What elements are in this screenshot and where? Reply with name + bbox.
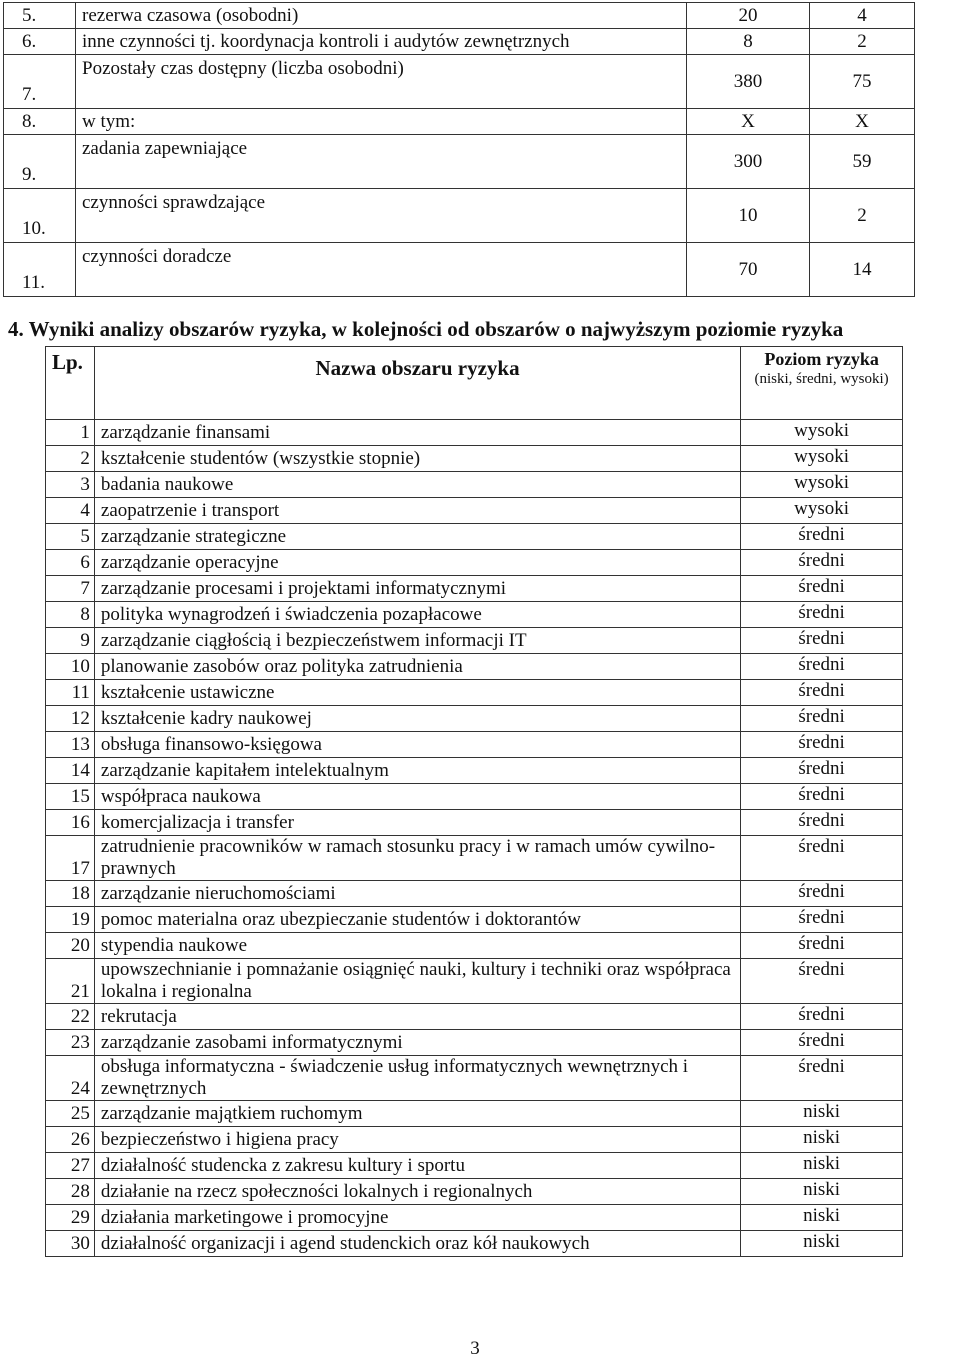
risk-area-name: upowszechnianie i pomnażanie osiągnięć nauki, kultury i techniki oraz współpraca lokalna i regionalna — [94, 959, 740, 1004]
risk-table-row — [46, 706, 903, 732]
row-lp: 10 — [46, 654, 95, 680]
risk-level: średni — [741, 907, 903, 933]
risk-area-name: zarządzanie finansami — [94, 420, 740, 446]
row-lp: 2 — [46, 446, 95, 472]
value-column-1: 380 — [687, 55, 810, 109]
row-lp: 4 — [46, 498, 95, 524]
risk-area-name: zarządzanie kapitałem intelektualnym — [94, 758, 740, 784]
header-risk-level-title: Poziom ryzyka — [764, 349, 879, 369]
risk-area-name: zarządzanie procesami i projektami informatycznymi — [94, 576, 740, 602]
risk-area-name: komercjalizacja i transfer — [94, 810, 740, 836]
risk-table-row — [46, 1153, 903, 1179]
risk-area-name: kształcenie kadry naukowej — [94, 706, 740, 732]
risk-area-name: zarządzanie zasobami informatycznymi — [94, 1030, 740, 1056]
risk-table-row — [46, 1179, 903, 1205]
risk-level: średni — [741, 881, 903, 907]
risk-table-row — [46, 1231, 903, 1257]
risk-level: średni — [741, 706, 903, 732]
risk-table-row — [46, 732, 903, 758]
time-table-row — [4, 29, 915, 55]
risk-level: średni — [741, 628, 903, 654]
risk-table-row — [46, 524, 903, 550]
risk-area-name: obsługa informatyczna - świadczenie usług informatycznych wewnętrznych i zewnętrznych — [94, 1056, 740, 1101]
risk-area-name: planowanie zasobów oraz polityka zatrudnienia — [94, 654, 740, 680]
time-table-row — [4, 109, 915, 135]
time-table-row — [4, 55, 915, 109]
risk-table-row — [46, 907, 903, 933]
risk-level: wysoki — [741, 498, 903, 524]
value-column-1: 20 — [687, 3, 810, 29]
value-column-1: 70 — [687, 243, 810, 297]
row-lp: 6 — [46, 550, 95, 576]
risk-level: średni — [741, 680, 903, 706]
risk-level: średni — [741, 836, 903, 881]
risk-area-name: zatrudnienie pracowników w ramach stosunku pracy i w ramach umów cywilno-prawnych — [94, 836, 740, 881]
risk-level: wysoki — [741, 420, 903, 446]
risk-table-row — [46, 810, 903, 836]
row-number: 11. — [4, 243, 76, 297]
risk-level: niski — [741, 1101, 903, 1127]
risk-area-name: polityka wynagrodzeń i świadczenia pozapłacowe — [94, 602, 740, 628]
row-label: czynności doradcze — [76, 243, 687, 297]
risk-level: niski — [741, 1153, 903, 1179]
row-lp: 29 — [46, 1205, 95, 1231]
risk-area-name: badania naukowe — [94, 472, 740, 498]
value-column-2: 2 — [810, 29, 915, 55]
row-number: 7. — [4, 55, 76, 109]
row-label: czynności sprawdzające — [76, 189, 687, 243]
row-lp: 5 — [46, 524, 95, 550]
risk-area-name: działania marketingowe i promocyjne — [94, 1205, 740, 1231]
time-allocation-table — [3, 2, 915, 297]
row-label: w tym: — [76, 109, 687, 135]
row-number: 9. — [4, 135, 76, 189]
row-lp: 24 — [46, 1056, 95, 1101]
risk-level: średni — [741, 933, 903, 959]
row-label: inne czynności tj. koordynacja kontroli i audytów zewnętrznych — [76, 29, 687, 55]
risk-area-name: zarządzanie nieruchomościami — [94, 881, 740, 907]
value-column-2: 4 — [810, 3, 915, 29]
risk-table-row — [46, 1127, 903, 1153]
row-lp: 23 — [46, 1030, 95, 1056]
risk-level: wysoki — [741, 472, 903, 498]
time-table-row — [4, 243, 915, 297]
value-column-1: 10 — [687, 189, 810, 243]
risk-area-name: bezpieczeństwo i higiena pracy — [94, 1127, 740, 1153]
risk-level: średni — [741, 959, 903, 1004]
risk-area-name: zaopatrzenie i transport — [94, 498, 740, 524]
row-lp: 22 — [46, 1004, 95, 1030]
risk-area-name: działalność studencka z zakresu kultury i sportu — [94, 1153, 740, 1179]
risk-level: średni — [741, 654, 903, 680]
risk-level: niski — [741, 1205, 903, 1231]
risk-table-row — [46, 1056, 903, 1101]
row-lp: 26 — [46, 1127, 95, 1153]
risk-area-name: działanie na rzecz społeczności lokalnych i regionalnych — [94, 1179, 740, 1205]
risk-table-row — [46, 576, 903, 602]
risk-table-row — [46, 680, 903, 706]
row-lp: 19 — [46, 907, 95, 933]
row-lp: 18 — [46, 881, 95, 907]
risk-area-name: pomoc materialna oraz ubezpieczanie studentów i doktorantów — [94, 907, 740, 933]
risk-table-row — [46, 959, 903, 1004]
row-lp: 11 — [46, 680, 95, 706]
risk-area-name: stypendia naukowe — [94, 933, 740, 959]
row-lp: 13 — [46, 732, 95, 758]
risk-area-name: rekrutacja — [94, 1004, 740, 1030]
risk-area-name: obsługa finansowo-księgowa — [94, 732, 740, 758]
risk-areas-table — [45, 346, 903, 1257]
row-lp: 25 — [46, 1101, 95, 1127]
risk-area-name: działalność organizacji i agend studenckich oraz kół naukowych — [94, 1231, 740, 1257]
risk-area-name: zarządzanie strategiczne — [94, 524, 740, 550]
risk-table-row — [46, 420, 903, 446]
row-lp: 1 — [46, 420, 95, 446]
risk-table-row — [46, 498, 903, 524]
row-lp: 9 — [46, 628, 95, 654]
row-lp: 28 — [46, 1179, 95, 1205]
row-lp: 30 — [46, 1231, 95, 1257]
risk-table-row — [46, 1205, 903, 1231]
risk-table-row — [46, 1030, 903, 1056]
header-risk-level-subtitle: (niski, średni, wysoki) — [754, 371, 889, 387]
risk-table-header-row — [46, 347, 903, 420]
risk-area-name: kształcenie studentów (wszystkie stopnie) — [94, 446, 740, 472]
risk-level: niski — [741, 1127, 903, 1153]
risk-area-name: współpraca naukowa — [94, 784, 740, 810]
risk-table-row — [46, 881, 903, 907]
risk-level: wysoki — [741, 446, 903, 472]
risk-level: niski — [741, 1231, 903, 1257]
risk-table-row — [46, 1101, 903, 1127]
risk-table-row — [46, 628, 903, 654]
risk-level: średni — [741, 758, 903, 784]
value-column-2: 75 — [810, 55, 915, 109]
header-risk-level — [741, 347, 903, 420]
header-lp: Lp. — [46, 347, 95, 420]
risk-level: średni — [741, 732, 903, 758]
value-column-2: 2 — [810, 189, 915, 243]
risk-level: średni — [741, 1004, 903, 1030]
value-column-1: 8 — [687, 29, 810, 55]
row-label: rezerwa czasowa (osobodni) — [76, 3, 687, 29]
risk-table-row — [46, 933, 903, 959]
risk-table-row — [46, 446, 903, 472]
risk-level: średni — [741, 602, 903, 628]
risk-area-name: zarządzanie majątkiem ruchomym — [94, 1101, 740, 1127]
risk-table-row — [46, 602, 903, 628]
value-column-1: X — [687, 109, 810, 135]
row-number: 10. — [4, 189, 76, 243]
risk-table-row — [46, 758, 903, 784]
row-lp: 21 — [46, 959, 95, 1004]
section-heading: 4. Wyniki analizy obszarów ryzyka, w kolejności od obszarów o najwyższym poziomie ryzyka — [8, 317, 844, 341]
row-label: Pozostały czas dostępny (liczba osobodni) — [76, 55, 687, 109]
row-lp: 27 — [46, 1153, 95, 1179]
risk-table-row — [46, 472, 903, 498]
row-lp: 3 — [46, 472, 95, 498]
risk-table-row — [46, 1004, 903, 1030]
time-table-row — [4, 189, 915, 243]
row-lp: 12 — [46, 706, 95, 732]
risk-level: średni — [741, 810, 903, 836]
header-area-name: Nazwa obszaru ryzyka — [94, 347, 740, 420]
row-lp: 15 — [46, 784, 95, 810]
time-table-row — [4, 135, 915, 189]
row-label: zadania zapewniające — [76, 135, 687, 189]
risk-level: średni — [741, 576, 903, 602]
risk-level: średni — [741, 1056, 903, 1101]
risk-level: niski — [741, 1179, 903, 1205]
risk-level: średni — [741, 524, 903, 550]
risk-level: średni — [741, 784, 903, 810]
page-number: 3 — [470, 1338, 480, 1359]
risk-level: średni — [741, 1030, 903, 1056]
value-column-2: 14 — [810, 243, 915, 297]
risk-table-row — [46, 784, 903, 810]
row-lp: 20 — [46, 933, 95, 959]
row-lp: 14 — [46, 758, 95, 784]
risk-table-row — [46, 550, 903, 576]
row-number: 8. — [4, 109, 76, 135]
row-lp: 7 — [46, 576, 95, 602]
risk-area-name: zarządzanie ciągłością i bezpieczeństwem informacji IT — [94, 628, 740, 654]
risk-table-row — [46, 654, 903, 680]
risk-table-row — [46, 836, 903, 881]
row-lp: 16 — [46, 810, 95, 836]
value-column-2: X — [810, 109, 915, 135]
time-table-row — [4, 3, 915, 29]
value-column-2: 59 — [810, 135, 915, 189]
risk-area-name: kształcenie ustawiczne — [94, 680, 740, 706]
row-number: 6. — [4, 29, 76, 55]
row-lp: 17 — [46, 836, 95, 881]
row-lp: 8 — [46, 602, 95, 628]
risk-level: średni — [741, 550, 903, 576]
value-column-1: 300 — [687, 135, 810, 189]
row-number: 5. — [4, 3, 76, 29]
risk-area-name: zarządzanie operacyjne — [94, 550, 740, 576]
